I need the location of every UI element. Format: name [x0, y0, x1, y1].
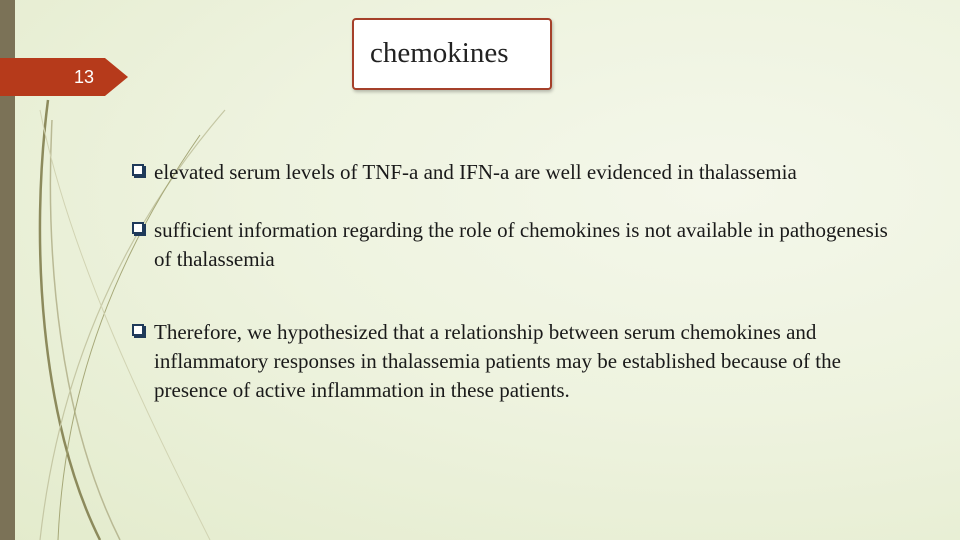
- square-checkbox-icon: [132, 324, 144, 336]
- page-number-tag: [0, 58, 128, 96]
- bullet-item: [132, 318, 892, 405]
- slide-title: chemokines: [370, 37, 509, 69]
- bullet-text: Therefore, we hypothesized that a relationship between serum chemokines and inflammatory responses in thalassemia patients may be established because of the presence of active inflammation in these patients.: [154, 320, 841, 402]
- title-box: [352, 18, 552, 90]
- bullet-item: [132, 158, 892, 187]
- page-number: 13: [74, 67, 95, 87]
- bullet-item: [132, 216, 892, 274]
- square-checkbox-icon: [132, 164, 144, 176]
- bullet-list: [132, 158, 892, 405]
- bullet-text: sufficient information regarding the role of chemokines is not available in pathogenesis of thalassemia: [154, 218, 888, 271]
- square-checkbox-icon: [132, 222, 144, 234]
- bullet-text: elevated serum levels of TNF-a and IFN-a are well evidenced in thalassemia: [154, 160, 797, 184]
